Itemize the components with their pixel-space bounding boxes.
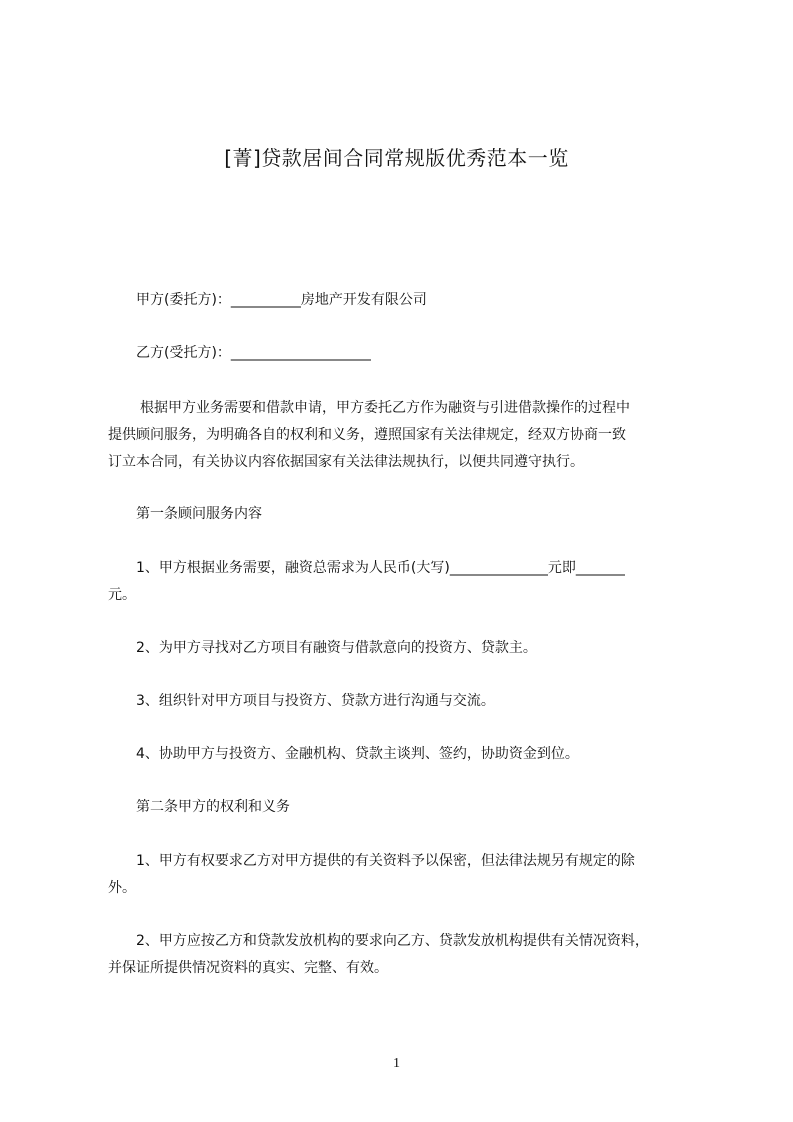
- preamble-line-3: 订立本合同，有关协议内容依据国家有关法律法规执行，以便共同遵守执行。: [108, 454, 584, 470]
- article-1-item-4: 4、协助甲方与投资方、金融机构、贷款主谈判、签约，协助资金到位。: [136, 746, 579, 762]
- article-2-item-2-line-1: 2、甲方应按乙方和贷款发放机构的要求向乙方、贷款发放机构提供有关情况资料，: [136, 933, 649, 949]
- document-title: [菁]贷款居间合同常规版优秀范本一览: [224, 146, 569, 170]
- party-b-line: 乙方(受托方)：____________________: [136, 345, 371, 361]
- article-1-item-3: 3、组织针对甲方项目与投资方、贷款方进行沟通与交流。: [136, 693, 495, 709]
- article-1-heading: 第一条顾问服务内容: [136, 506, 262, 522]
- article-2-heading: 第二条甲方的权利和义务: [136, 799, 290, 815]
- article-1-item-1-line-1: 1、甲方根据业务需要，融资总需求为人民币(大写)______________元即_______: [136, 560, 625, 576]
- article-2-item-1-line-1: 1、甲方有权要求乙方对甲方提供的有关资料予以保密，但法律法规另有规定的除: [136, 853, 635, 869]
- party-a-line: 甲方(委托方)：__________房地产开发有限公司: [136, 292, 427, 308]
- article-2-item-2-line-2: 并保证所提供情况资料的真实、完整、有效。: [108, 960, 388, 976]
- preamble-line-1: 根据甲方业务需要和借款申请，甲方委托乙方作为融资与引进借款操作的过程中: [140, 400, 630, 416]
- page-number: 1: [393, 1056, 400, 1071]
- article-1-item-2: 2、为甲方寻找对乙方项目有融资与借款意向的投资方、贷款主。: [136, 640, 537, 656]
- preamble-line-2: 提供顾问服务，为明确各自的权利和义务，遵照国家有关法律规定，经双方协商一致: [108, 427, 626, 443]
- article-2-item-1-line-2: 外。: [108, 880, 136, 896]
- article-1-item-1-line-2: 元。: [108, 587, 136, 603]
